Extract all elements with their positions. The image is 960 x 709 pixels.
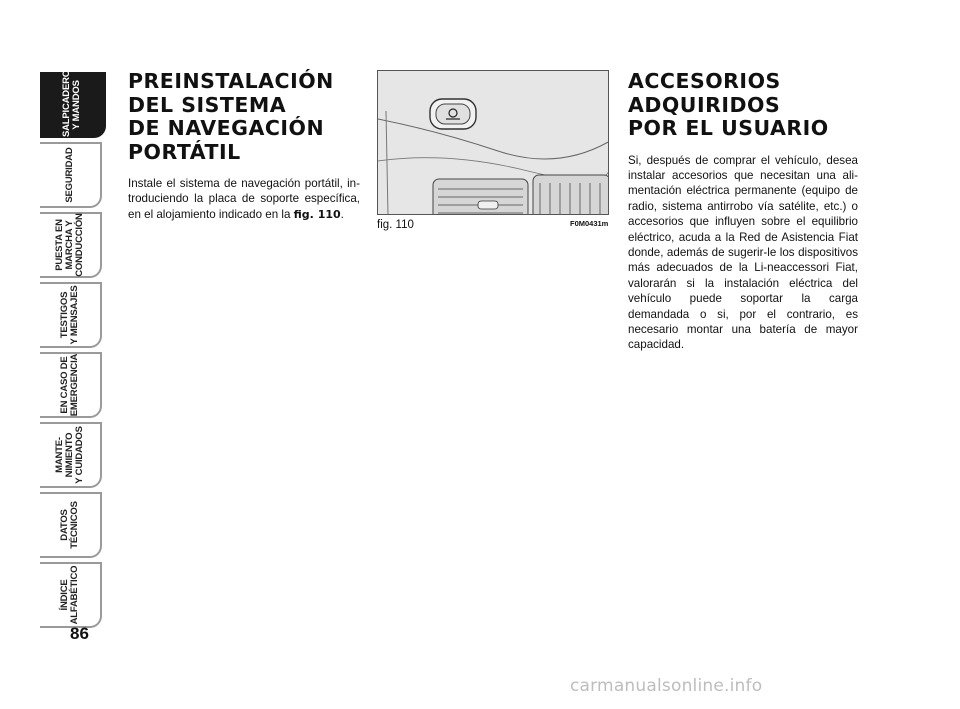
- air-vents: [433, 175, 609, 215]
- tab-datos-tecnicos[interactable]: [40, 492, 102, 558]
- tab-indice-alfabetico[interactable]: [40, 562, 102, 628]
- tab-label: PUESTA EN MARCHA Y CONDUCCIÓN: [54, 213, 85, 277]
- body-text-end: .: [340, 207, 344, 221]
- right-section: [628, 70, 858, 353]
- section-heading: PREINSTALACIÓN DEL SISTEMA DE NAVEGACIÓN PORTÁTIL: [128, 69, 334, 164]
- tab-label: SEGURIDAD: [64, 147, 75, 203]
- tab-label: SALPICADERO Y MANDOS: [61, 70, 82, 137]
- navigation-mount-icon: [430, 99, 476, 129]
- section-body: Si, después de comprar el vehículo, desea instalar accesorios que necesitan una ali-mentación eléctrica permanente (equipo de radio, sistema antirrobo vía satélite, etc.) o accesorios que influyen sobre el equilibrio eléctrico, acuda a la Red de Asistencia Fiat donde, además de sugerir-le los dispositivos más adecuados de la Li-neaccessori Fiat, valorarán si la instalación eléctrica del vehículo puede soportar la carga demandada o si, por el contrario, es necesario montar una batería de mayor capacidad.: [628, 153, 858, 352]
- dashboard-figure: [377, 70, 609, 215]
- tab-label: DATOS TÉCNICOS: [59, 501, 80, 549]
- figure-caption: fig. 110: [377, 219, 414, 231]
- section-body: [128, 176, 360, 222]
- tab-label: TESTIGOS Y MENSAJES: [59, 285, 80, 345]
- tab-salpicadero-y-mandos[interactable]: [40, 72, 106, 138]
- body-text: Instale el sistema de navegación portátil, in-troduciendo la placa de soporte específica, en el alojamiento indicado en la: [128, 177, 360, 221]
- tab-puesta-en-marcha[interactable]: [40, 212, 102, 278]
- tab-label: EN CASO DE EMERGENCIA: [59, 353, 80, 417]
- tab-testigos-y-mensajes[interactable]: [40, 282, 102, 348]
- tab-seguridad[interactable]: [40, 142, 102, 208]
- tab-label: MANTE- NIMIENTO Y CUIDADOS: [54, 426, 85, 484]
- tab-en-caso-de-emergencia[interactable]: [40, 352, 102, 418]
- watermark: carmanualsonline.info: [570, 676, 763, 696]
- figure-reference: fig. 110: [293, 207, 341, 221]
- section-heading: ACCESORIOS ADQUIRIDOS POR EL USUARIO: [628, 69, 829, 140]
- page-number: 86: [70, 624, 89, 643]
- left-section: [128, 70, 360, 222]
- dashboard-illustration: [378, 71, 609, 215]
- tab-label: ÍNDICE ALFABÉTICO: [59, 565, 80, 625]
- tab-mantenimiento[interactable]: [40, 422, 102, 488]
- figure-code: F0M0431m: [570, 219, 609, 228]
